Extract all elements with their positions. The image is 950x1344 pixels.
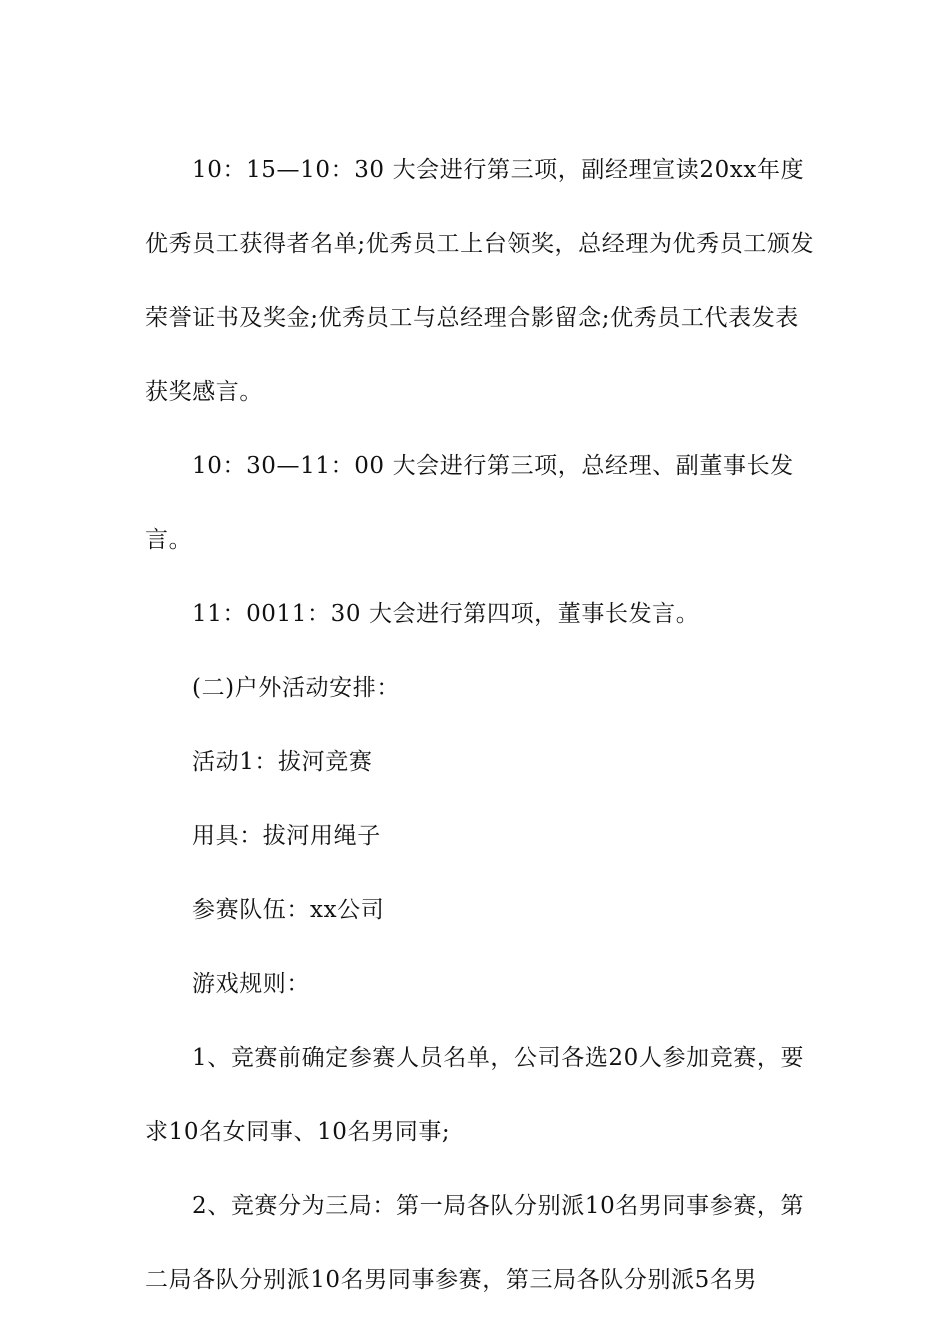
paragraph-chairman-speech: 11：0011：30 大会进行第四项，董事长发言。 — [192, 601, 700, 627]
document-body — [145, 133, 815, 1317]
equipment-line: 用具：拔河用绳子 — [192, 823, 381, 849]
teams-line: 参赛队伍：xx公司 — [192, 897, 385, 923]
rule-item-1: 1、竞赛前确定参赛人员名单，公司各选20人参加竞赛，要求10名女同事、10名男同事; — [145, 1045, 805, 1145]
rule-item-2: 2、竞赛分为三局：第一局各队分别派10名男同事参赛，第二局各队分别派10名男同事参赛，第三局各队分别派5名男 — [145, 1193, 805, 1293]
paragraph-manager-speech: 10：30—11：00 大会进行第三项，总经理、副董事长发言。 — [145, 453, 794, 553]
activity-title: 活动1：拔河竞赛 — [192, 749, 373, 775]
paragraph-award-ceremony: 10：15—10：30 大会进行第三项，副经理宣读20xx年度优秀员工获得者名单;优秀员工上台领奖，总经理为优秀员工颁发荣誉证书及奖金;优秀员工与总经理合影留念;优秀员工代表发表获奖感言。 — [145, 157, 815, 405]
section-heading-outdoor: (二)户外活动安排： — [192, 675, 400, 701]
rules-heading: 游戏规则： — [192, 971, 310, 997]
